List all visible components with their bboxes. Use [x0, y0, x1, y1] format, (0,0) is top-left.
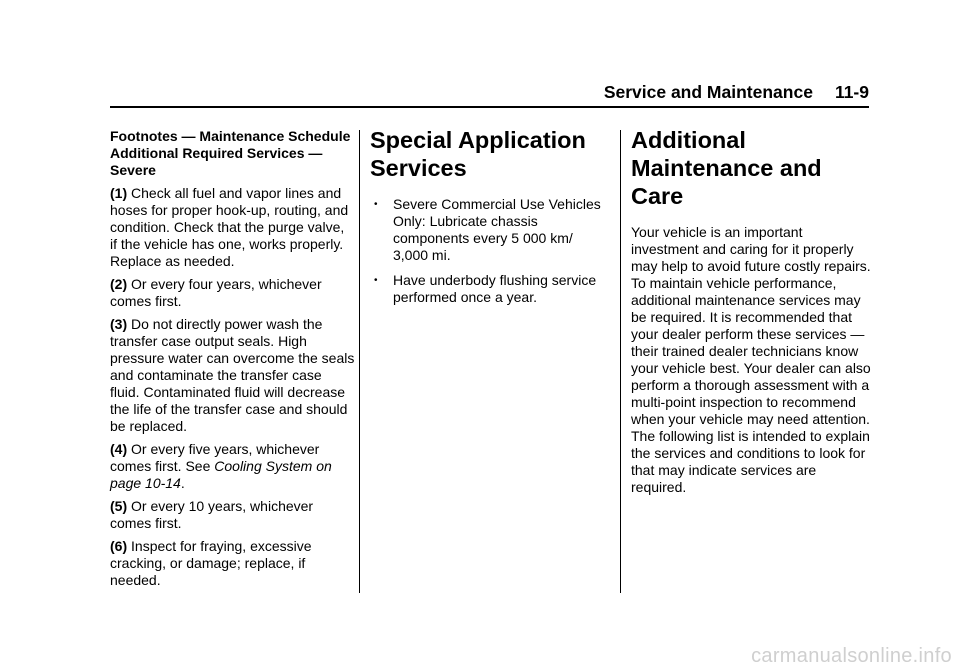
- page-number: 11-9: [834, 82, 869, 102]
- footnote-number: (2): [110, 276, 128, 292]
- section-title: Service and Maintenance: [603, 82, 813, 102]
- footnote-text: Inspect for fraying, excessive cracking, or damage; replace, if needed.: [110, 538, 312, 588]
- additional-care-column: [631, 124, 871, 496]
- footnote-number: (5): [110, 498, 128, 514]
- footnotes-heading: Footnotes — Maintenance Schedule Additional Required Services — Severe: [110, 128, 351, 178]
- special-services-column: [370, 124, 610, 314]
- additional-care-title: Additional Maintenance and Care: [631, 127, 822, 209]
- bullet-icon: •: [374, 275, 378, 286]
- footnote-text: Do not directly power wash the transfer case output seals. High pressure water can overcome the seals and contaminate the transfer case fluid. Contaminated fluid will decrease the life of the transfer case and should be replaced.: [110, 316, 355, 434]
- bullet-icon: •: [374, 199, 378, 210]
- special-services-list: [370, 196, 610, 306]
- watermark: carmanualsonline.info: [751, 645, 952, 667]
- list-item-text: Have underbody flushing service performed once a year.: [393, 272, 597, 305]
- list-item: [370, 196, 610, 264]
- footnote-text: Or every four years, whichever comes first.: [110, 276, 322, 309]
- footnote-text: Check all fuel and vapor lines and hoses for proper hook-up, routing, and condition. Check that the purge valve, if the vehicle has one, works properly. Replace as needed.: [110, 185, 349, 269]
- list-item-text: Severe Commercial Use Vehicles Only: Lubricate chassis components every 5 000 km/ 3,000 mi.: [393, 196, 601, 263]
- list-item: [370, 272, 610, 306]
- footnote-number: (6): [110, 538, 128, 554]
- footnote-1: [110, 185, 355, 270]
- additional-care-paragraph: Your vehicle is an important investment and caring for it properly may help to avoid future costly repairs. To maintain vehicle performance, additional maintenance services may be required. It is recommended that your dealer perform these services — their trained dealer technicians know your vehicle best. Your dealer can also perform a thorough assessment with a multi-point inspection to recommend when your vehicle may need attention. The following list is intended to explain the services and conditions to look for that may indicate services are required.: [631, 224, 871, 495]
- footnote-text-end: .: [180, 475, 185, 491]
- cross-reference-link[interactable]: Cooling System on page 10-14: [110, 458, 332, 491]
- footnote-2: [110, 276, 355, 310]
- column-divider-1: [359, 130, 360, 593]
- footnote-number: (4): [110, 441, 128, 457]
- column-divider-2: [620, 130, 621, 593]
- footnote-number: (1): [110, 185, 128, 201]
- header-title: [604, 82, 869, 103]
- footnote-text: Or every 10 years, whichever comes first.: [110, 498, 314, 531]
- footnotes-column: [110, 124, 355, 595]
- footnote-6: [110, 538, 355, 589]
- footnote-4: [110, 441, 355, 492]
- footnote-number: (3): [110, 316, 128, 332]
- footnote-3: [110, 316, 355, 435]
- special-services-title: Special Application Services: [370, 127, 586, 181]
- footnote-5: [110, 498, 355, 532]
- footnote-text: Or every five years, whichever comes first. See: [110, 441, 320, 474]
- page-header: [110, 80, 869, 108]
